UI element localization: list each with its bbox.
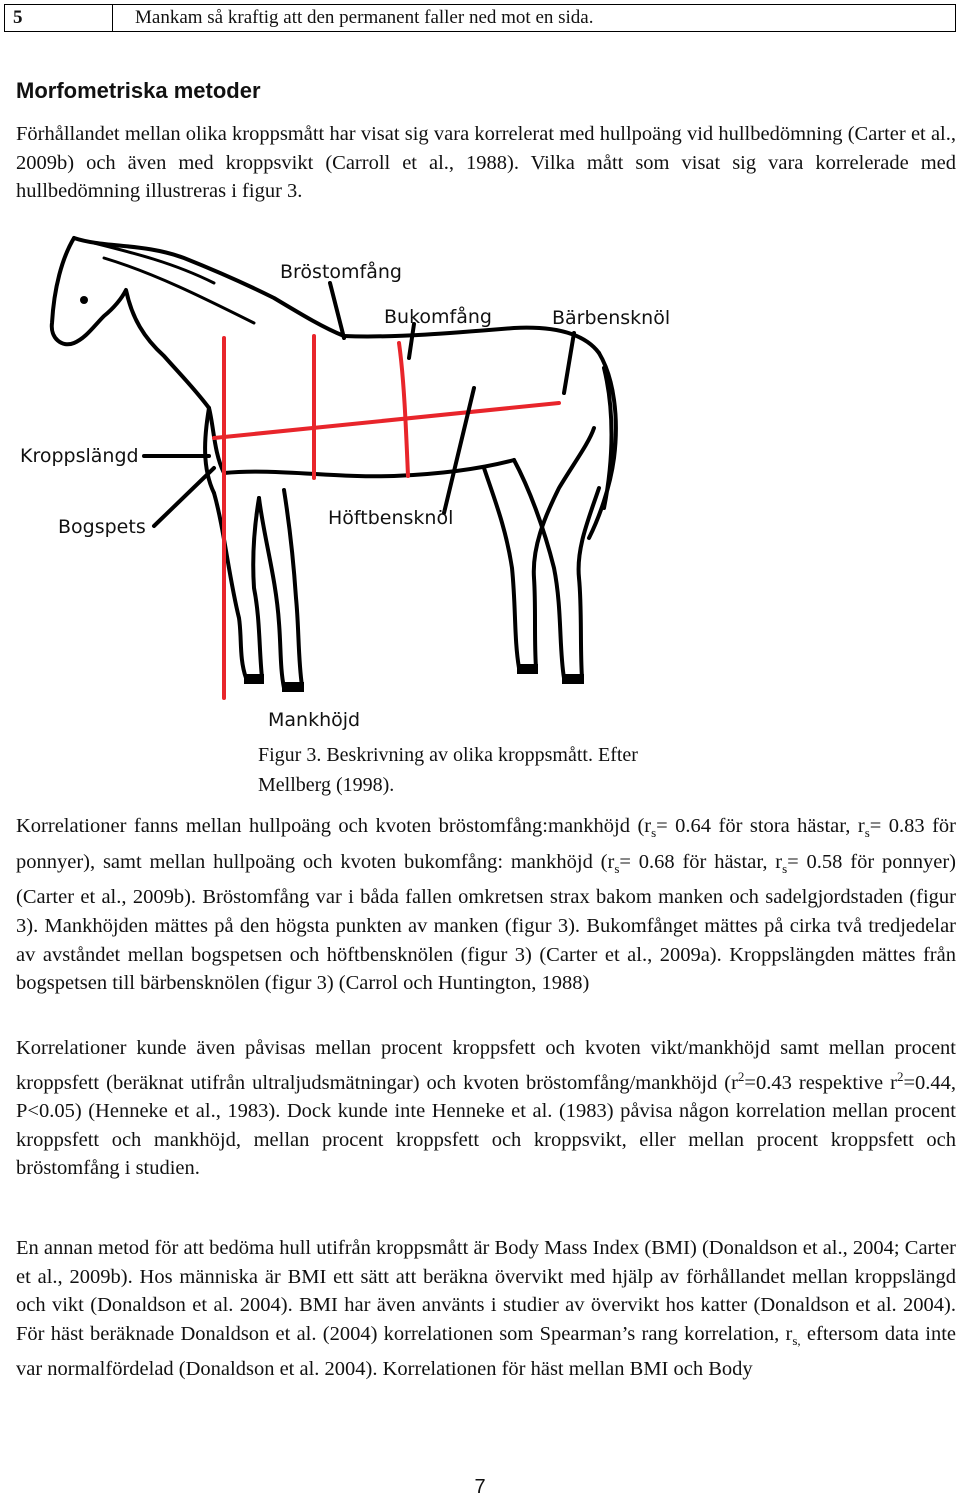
section-heading: Morfometriska metoder — [16, 78, 261, 103]
p1-c: = 0.83 för ponnyer), samt mellan hullpoäng och kvoten bukomfång: mankhöjd (r — [16, 815, 957, 873]
p2-sup2: 2 — [896, 1068, 904, 1084]
figure-caption — [258, 740, 718, 800]
paragraph-body-fat — [16, 1034, 956, 1183]
item-text: Mankam så kraftig att den permanent faller ned mot en sida. — [135, 7, 594, 28]
p1-a: Korrelationer fanns mellan hullpoäng och kvoten bröstomfång:mankhöjd (r — [16, 815, 652, 837]
p2-sup1: 2 — [737, 1068, 745, 1084]
page-number: 7 — [474, 1476, 486, 1498]
label-brostomfang: Bröstomfång — [280, 261, 402, 283]
p1-s3: s — [614, 860, 620, 876]
p1-s2: s — [864, 825, 870, 841]
table-row — [4, 4, 956, 32]
p1-e: = 0.58 för ponnyer) (Carter et al., 2009b). Bröstomfång var i båda fallen omkretsen strax bakom manken och sadelgjordstaden (figur 3). Mankhöjden mättes på den högsta punkten av manken (figur 3). Bukomfånget mättes på cirka två tredjedelar av avståndet mellan bogspetsen och höftbensknölen (figur 3) (Carter et al., 2009a). Kroppslängden mättes från bogspetsen till bärbensknölen (figur 3) (Carrol och Huntington, 1988) — [16, 850, 956, 995]
label-kroppslangd: Kroppslängd — [20, 445, 139, 467]
hooves — [244, 664, 584, 692]
p1-s1: s — [651, 825, 657, 841]
p3-sub: s, — [792, 1332, 801, 1348]
paragraph-correlations — [16, 812, 956, 998]
label-mankhojd: Mankhöjd — [268, 709, 361, 731]
p2-c: =0.44, P<0.05) (Henneke et al., 1983). Dock kunde inte Henneke et al. (1983) påvisa någon korrelation mellan procent kroppsfett och mankhöjd, mellan procent kroppsfett och kroppsvikt, eller mellan procent kroppsfett och bröstomfång i studien. — [16, 1071, 956, 1180]
caption-line-1: Figur 3. Beskrivning av olika kroppsmått. Efter — [258, 744, 638, 766]
p3-a: En annan metod för att bedöma hull utifrån kroppsmått är Body Mass Index (BMI) (Donaldson et al., 2004; Carter et al., 2009b). Hos människa är BMI ett sätt att beräkna övervikt med hjälp av förhållandet mellan kroppslängd och vikt (Donaldson et al. 2004). BMI har även använts i studier av övervikt hos katter (Donaldson et al. 2004). För häst beräknade Donaldson et al. (2004) korrelationen som Spearman’s rang korrelation, r — [16, 1237, 956, 1345]
p2-a: Korrelationer kunde även påvisas mellan procent kroppsfett och kvoten vikt/mankhöjd samt mellan procent kroppsfett (beräknat utifrån ultraljudsmätningar) och kvoten bröstomfång/mankhöjd (r — [16, 1037, 956, 1094]
kroppslangd-line — [214, 403, 559, 438]
horse-figure — [14, 228, 694, 733]
label-bukomfang: Bukomfång — [384, 306, 492, 328]
label-hoftbensknol: Höftbensknöl — [328, 507, 454, 529]
bukomfang-line — [399, 343, 408, 476]
paragraph-bmi — [16, 1234, 956, 1384]
item-number: 5 — [5, 5, 113, 31]
label-barbensknol: Bärbensknöl — [552, 307, 671, 329]
p3-b: eftersom data inte var normalfördelad (Donaldson et al. 2004). Korrelationen för häst mellan BMI och Body — [16, 1322, 956, 1381]
label-bogspets: Bogspets — [58, 516, 146, 538]
p1-d: = 0.68 för hästar, r — [619, 850, 783, 873]
eye-icon — [80, 296, 88, 304]
p2-b: =0.43 respektive r — [744, 1071, 897, 1094]
p1-s4: s — [782, 860, 788, 876]
p1-b: = 0.64 för stora hästar, r — [656, 815, 865, 837]
intro-paragraph: Förhållandet mellan olika kroppsmått har visat sig vara korrelerat med hullpoäng vid hullbedömning (Carter et al., 2009b) och även med kroppsvikt (Carroll et al., 1988). Vilka mått som visat sig vara korrelerade med hullbedömning illustreras i figur 3. — [16, 123, 956, 203]
caption-line-2: Mellberg (1998). — [258, 774, 395, 796]
